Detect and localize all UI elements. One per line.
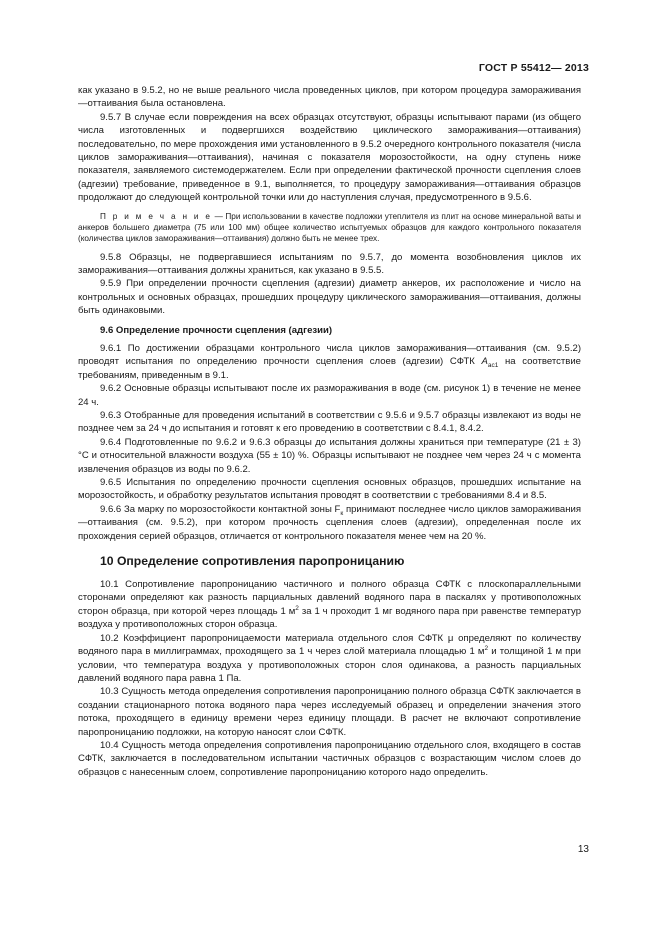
superscript-2: 2 bbox=[484, 644, 489, 652]
page-number: 13 bbox=[577, 844, 589, 855]
text-run: за 1 ч проходит 1 мг водяного пара при равенстве температур воздуха у противоположных сторон образца. bbox=[78, 605, 582, 631]
note-text: — При использовании в качестве подложки утеплителя из плит на основе минеральной ваты и анкеров большего диаметра (75 или 100 мм) общее количество испытуемых образцов для каждого контрольного показателя (количества циклов замораживания—оттаивания) должно быть не менее трех. bbox=[78, 211, 581, 244]
paragraph-10-1 bbox=[78, 578, 581, 632]
text-run: принимают последнее число циклов замораживания—оттаивания (см. 9.5.2), при котором прочность сцепления слоев (адгезии), определенная после их прохождения серией образцов, отличается от контрольного показателя менее чем на 20 %. bbox=[78, 503, 581, 542]
paragraph-10-4: 10.4 Сущность метода определения сопротивления паропроницанию отдельного слоя, входящего в состав СФТК, заключается в последовательном испытании частичных образцов с возрастающим числом слоев до образцов с нанесенным слоем, сопротивление паропроницанию которого надо определить. bbox=[78, 739, 581, 778]
subscript-ac1: ас1 bbox=[487, 362, 499, 370]
note-label: П р и м е ч а н и е bbox=[100, 211, 213, 221]
section-heading-10: 10 Определение сопротивления паропроницанию bbox=[100, 554, 405, 569]
document-header-code: ГОСТ Р 55412— 2013 bbox=[478, 62, 589, 74]
superscript-2: 2 bbox=[295, 604, 299, 612]
paragraph-9-5-9: 9.5.9 При определении прочности сцепления (адгезии) диаметр анкеров, их расположение и число на контрольных и основных образцах, прошедших процедуру циклического замораживания—оттаивания, должны быть одинаковыми. bbox=[78, 278, 581, 317]
text-run: 10.1 Сопротивление паропроницанию частичного и полного образца СФТК с плоскопараллельными сторонами определяют как разность парциальных давлений водяного пара в паскалях у противоположных сторон образца, при которой через площадь 1 м bbox=[78, 579, 581, 617]
paragraph-10-3: 10.3 Сущность метода определения сопротивления паропроницанию полного образца СФТК заключается в создании стационарного потока водяного пара через исследуемый образец и определении значения этого потока, проходящего в единицу времени через единицу площади. В расчет не включают сопротивление паропроницанию подложки, на которую наносят слои СФТК. bbox=[78, 686, 581, 738]
paragraph-9-5-7: 9.5.7 В случае если повреждения на всех образцах отсутствуют, образцы испытывают парами (из общего числа изготовленных и подвергшихся воздействию циклического замораживания—оттаивания) последовательно, по мере прохождения ими установленного в 9.5.2 очередного контрольного показателя (числа циклов замораживания—оттаивания), начиная с показателя морозостойкости, на одну ступень ниже показателя, заявляемого системодержателем. Если при определении фактической прочности сцепления слоев (адгезии) требование, приведенное в 9.1, выполняется, то процедуру замораживания—оттаивания образцов продолжают до следующей контрольной точки или до наступления случая, предусмотренного в 9.5.6. bbox=[78, 111, 581, 204]
note-paragraph bbox=[78, 211, 581, 245]
paragraph-9-6-3: 9.6.3 Отобранные для проведения испытаний в соответствии с 9.5.6 и 9.5.7 образцы извлекают из воды не позднее чем за 24 ч до испытания и готовят к его проведению в соответствии с 8.4.1, 8.4.2. bbox=[78, 410, 581, 435]
paragraph-9-6-2: 9.6.2 Основные образцы испытывают после их размораживания в воде (см. рисунок 1) в течение не менее 24 ч. bbox=[78, 383, 581, 408]
text-run: 9.6.6 За марку по морозостойкости контактной зоны F bbox=[100, 503, 341, 515]
paragraph-9-6-1 bbox=[78, 342, 581, 382]
paragraph-9-5-8: 9.5.8 Образцы, не подвергавшиеся испытаниям по 9.5.7, до момента возобновления циклов их замораживания—оттаивания должны храниться, как указано в 9.5.5. bbox=[78, 251, 581, 276]
paragraph-9-6-4: 9.6.4 Подготовленные по 9.6.2 и 9.6.3 образцы до испытания должны храниться при температуре (21 ± 3) °C и относительной влажности воздуха (55 ± 10) %. Образцы испытывают не позднее чем через 24 ч с момента извлечения образцов из воды по 9.6.2. bbox=[78, 436, 581, 475]
text-run: 9.6.1 По достижении образцами контрольного числа циклов замораживания—оттаивания (см. 9.5.2) проводят испытания по определению прочности сцепления слоев (адгезии) СФТК bbox=[78, 342, 581, 368]
text-run: 10.2 Коэффициент паропроницаемости материала отдельного слоя СФТК μ определяют по количеству водяного пара в миллиграммах, проходящего за 1 ч через слой материала площадью 1 м bbox=[78, 632, 581, 658]
text-run: на соответствие требованиям, приведенным в 9.1. bbox=[78, 356, 581, 381]
symbol-a: A bbox=[481, 356, 488, 368]
subsection-heading-9-6: 9.6 Определение прочности сцепления (адгезии) bbox=[100, 324, 333, 336]
page-body bbox=[78, 84, 581, 779]
subscript-k: к bbox=[340, 509, 344, 517]
text-run: и толщиной 1 м при условии, что температура воздуха у противоположных сторон слоя одинакова, а разность парциальных давлений водяного пара равна 1 Па. bbox=[78, 646, 581, 684]
paragraph-9-6-5: 9.6.5 Испытания по определению прочности сцепления основных образцов, прошедших испытание на морозостойкость, и обработку результатов испытания проводят в соответствии с требованиями 8.4 и 8.5. bbox=[78, 477, 581, 502]
paragraph-continuation: как указано в 9.5.2, но не выше реального числа проведенных циклов, при котором процедура замораживания—оттаивания была остановлена. bbox=[78, 85, 581, 110]
paragraph-10-2 bbox=[78, 632, 581, 686]
paragraph-9-6-6 bbox=[78, 503, 581, 543]
